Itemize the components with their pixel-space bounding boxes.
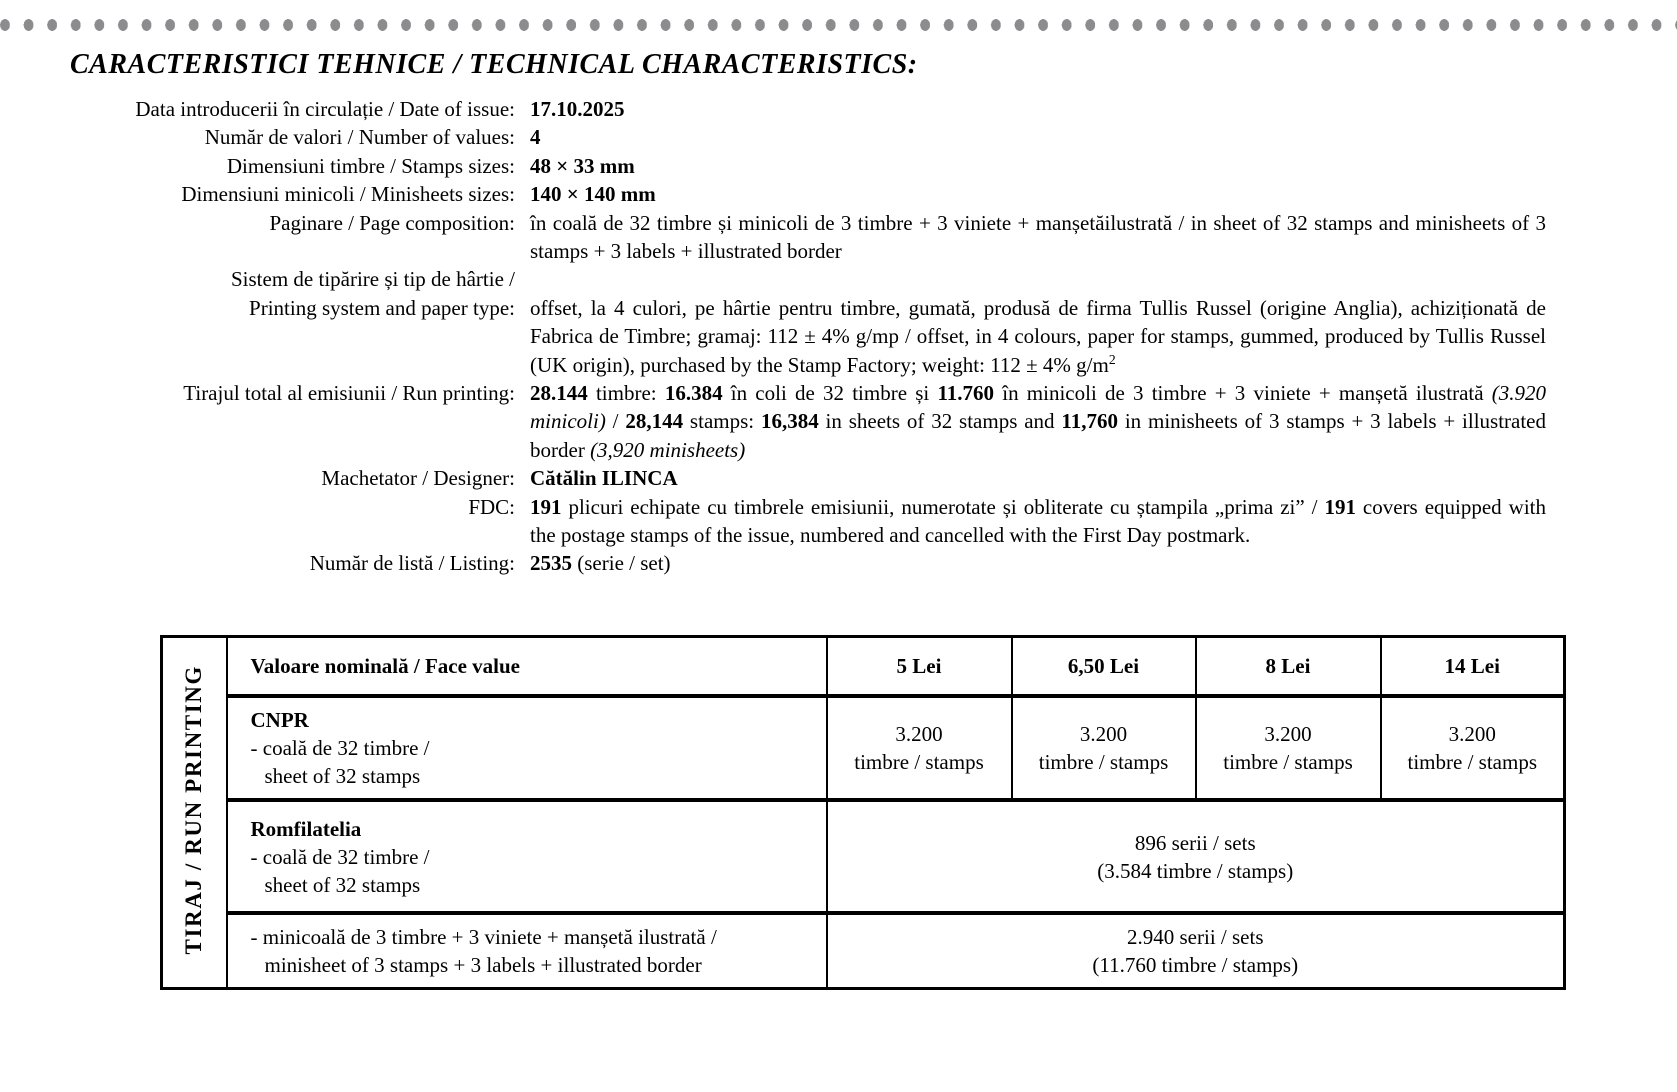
detail-value: Cătălin ILINCA <box>530 466 678 491</box>
detail-label: Număr de listă / Listing: <box>309 551 515 576</box>
detail-label: Data introducerii în circulație / Date of issue: <box>135 97 515 121</box>
merged-cell-minisheet: 2.940 serii / sets (11.760 timbre / stamps) <box>827 913 1565 988</box>
col-header-5-lei: 5 Lei <box>827 636 1012 696</box>
detail-value: 28.144 timbre: 16.384 în coli de 32 timbre și 11.760 în minicoli de 3 timbre + 3 viniete + manșetă ilustrată (3.920 minicoli) / 28,144 stamps: 16,384 in sheets of 32 stamps and 11,760 in minisheets of 3 stamps + 3 labels + illustrated border (3,920 minisheets) <box>530 381 1547 462</box>
detail-row <box>72 379 1546 464</box>
detail-row <box>72 464 1546 492</box>
row-label-cnpr: CNPR - coală de 32 timbre / sheet of 32 stamps <box>227 696 827 800</box>
detail-label: Machetator / Designer: <box>321 466 515 491</box>
details-list <box>72 95 1546 578</box>
value-cell-cnpr-1: 3.200 timbre / stamps <box>1012 696 1196 800</box>
merged-cell-romfilatelia: 896 serii / sets (3.584 timbre / stamps) <box>827 800 1565 913</box>
detail-label: FDC: <box>468 494 515 519</box>
page-title: CARACTERISTICI TEHNICE / TECHNICAL CHARACTERISTICS: <box>70 49 918 80</box>
detail-value: 48 × 33 mm <box>530 153 635 178</box>
detail-row <box>72 152 1546 180</box>
detail-label: Număr de valori / Number of values: <box>204 125 515 150</box>
print-run-table-body <box>162 636 1565 988</box>
detail-value: 17.10.2025 <box>530 97 625 121</box>
col-header-14-lei: 14 Lei <box>1381 636 1565 696</box>
value-cell-cnpr-3: 3.200 timbre / stamps <box>1381 696 1565 800</box>
col-header-8-lei: 8 Lei <box>1196 636 1381 696</box>
detail-row <box>72 95 1546 123</box>
value-cell-cnpr-2: 3.200 timbre / stamps <box>1196 696 1381 800</box>
detail-row <box>72 209 1546 266</box>
detail-label: Paginare / Page composition: <box>269 210 515 235</box>
detail-label: Tirajul total al emisiunii / Run printing: <box>183 381 515 406</box>
detail-value: 140 × 140 mm <box>530 182 656 207</box>
table-row-romfilatelia <box>162 800 1565 913</box>
face-value-header: Valoare nominală / Face value <box>227 636 827 696</box>
detail-value: 2535 (serie / set) <box>530 551 671 576</box>
detail-label: Dimensiuni minicoli / Minisheets sizes: <box>181 182 515 207</box>
detail-value: 191 plicuri echipate cu timbrele emisiunii, numerotate și obliterate cu ștampila „prima zi” / 191 covers equipped with the postage stamps of the issue, numbered and cancelled with the First Day postmark. <box>530 494 1546 548</box>
detail-row <box>72 493 1546 550</box>
value-cell-cnpr-0: 3.200 timbre / stamps <box>827 696 1012 800</box>
detail-row <box>72 549 1546 577</box>
table-row-cnpr <box>162 696 1565 800</box>
row-label-minisheet: - minicoală de 3 timbre + 3 viniete + manșetă ilustrată / minisheet of 3 stamps + 3 labels + illustrated border <box>227 913 827 988</box>
detail-row <box>72 123 1546 151</box>
dotted-separator <box>0 18 1677 32</box>
detail-label: Sistem de tipărire și tip de hârtie / Printing system and paper type: <box>230 267 515 320</box>
detail-label: Dimensiuni timbre / Stamps sizes: <box>226 153 515 178</box>
table-row-minisheet <box>162 913 1565 988</box>
print-run-table <box>160 635 1566 990</box>
detail-value: offset, la 4 culori, pe hârtie pentru timbre, gumată, produsă de firma Tullis Russel (origine Anglia), achiziționată de Fabrica de Timbre; gramaj: 112 ± 4% g/mp / offset, in 4 colours, paper for stamps, gummed, produced by Tullis Russel (UK origin), purchased by the Stamp Factory; weight: 112 ± 4% $g/m^2$ <box>530 295 1546 377</box>
detail-row <box>72 265 1546 379</box>
detail-value: în coală de 32 timbre și minicoli de 3 timbre + 3 viniete + manșetăilustrată / in sheet of 32 stamps and minisheets of 3 stamps + 3 labels + illustrated border <box>530 210 1546 264</box>
col-header-6-50-lei: 6,50 Lei <box>1012 636 1196 696</box>
table-side-label-cell <box>162 636 227 988</box>
row-label-romfilatelia: Romfilatelia - coală de 32 timbre / sheet of 32 stamps <box>227 800 827 913</box>
detail-row <box>72 180 1546 208</box>
detail-value: 4 <box>530 125 541 150</box>
table-header-row <box>162 636 1565 696</box>
table-side-label: TIRAJ / RUN PRINTING <box>181 664 207 955</box>
